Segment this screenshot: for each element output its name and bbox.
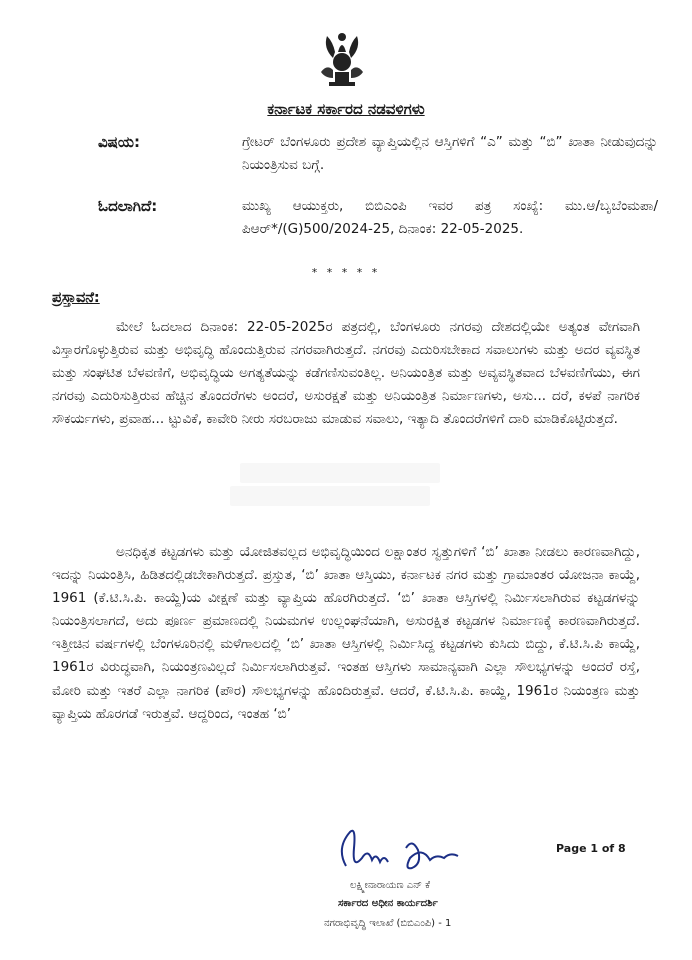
page-number: Page 1 of 8 — [556, 842, 626, 855]
document-heading: ಕರ್ನಾಟಕ ಸರ್ಕಾರದ ನಡವಳಿಗಳು — [267, 100, 425, 118]
redaction-box — [240, 463, 440, 483]
signatory-designation: ಸರ್ಕಾರದ ಅಧೀನ ಕಾರ್ಯದರ್ಶಿ — [338, 898, 438, 909]
preamble-title: ಪ್ರಸ್ತಾವನೆ: — [52, 290, 100, 306]
subject-label: ವಿಷಯ: — [98, 133, 140, 151]
separator-stars: * * * * * — [311, 266, 381, 279]
preamble-paragraph-1: ಮೇಲೆ ಓದಲಾದ ದಿನಾಂಕ: 22-05-2025ರ ಪತ್ರದಲ್ಲಿ, ಬೆಂಗಳೂರು ನಗರವು ದೇಶದಲ್ಲಿಯೇ ಅತ್ಯಂತ ವೇಗವಾಗಿ ವಿಸ್ತಾರಗೊಳ್ಳುತ್ತಿರುವ ಮತ್ತು ಅಭಿವೃದ್ಧಿ ಹೊಂದುತ್ತಿರುವ ನಗರವಾಗಿರುತ್ತದೆ. ನಗರವು ಎದುರಿಸಬೇಕಾದ ಸವಾಲುಗಳು ಮತ್ತು ಅದರ ವ್ಯವಸ್ಥಿತ ಮತ್ತು ಸಂಘಟಿತ ಬೆಳವಣಿಗೆ, ಅಭಿವೃದ್ಧಿಯ ಅಗತ್ಯತೆಯನ್ನು ಕಡೆಗಣಿಸುವಂತಿಲ್ಲ. ಅನಿಯಂತ್ರಿತ ಮತ್ತು ಅವ್ಯವಸ್ಥಿತವಾದ ಬೆಳವಣಿಗೆಯು, ಈಗ ನಗರವು ಎದುರಿಸುತ್ತಿರುವ ಹೆಚ್ಚಿನ ತೊಂದರೆಗಳು ಅಂದರೆ, ಅಸುರಕ್ಷತೆ ಮತ್ತು ಅನಿಯಂತ್ರಿತ ನಿರ್ಮಾಣಗಳು, ಅಸು... ದರೆ, ಕಳಪೆ ನಾಗರಿಕ ಸೌಕರ್ಯಗಳು, ಪ್ರವಾಹ... ಟ್ಟುವಿಕೆ, ಕಾವೇರಿ ನೀರು ಸರಬರಾಜು ಮಾಡುವ ಸವಾಲು, ಇತ್ಯಾದಿ ತೊಂದರೆಗಳಿಗೆ ದಾರಿ ಮಾಡಿಕೊಟ್ಟಿರುತ್ತದೆ. — [52, 319, 640, 428]
subject-text: ಗ್ರೇಟರ್ ಬೆಂಗಳೂರು ಪ್ರದೇಶ ವ್ಯಾಪ್ತಿಯಲ್ಲಿನ ಆಸ್ತಿಗಳಿಗೆ “ಎ” ಮತ್ತು “ಬಿ” ಖಾತಾ ನೀಡುವುದನ್ನು ನಿಯಂತ್ರಿಸುವ ಬಗ್ಗೆ. — [242, 134, 658, 173]
preamble-paragraph-2: ಅನಧಿಕೃತ ಕಟ್ಟಡಗಳು ಮತ್ತು ಯೋಜಿತವಲ್ಲದ ಅಭಿವೃದ್ಧಿಯಿಂದ ಲಕ್ಷಾಂತರ ಸ್ವತ್ತುಗಳಿಗೆ ‘ಬಿ’ ಖಾತಾ ನೀಡಲು ಕಾರಣವಾಗಿದ್ದು, ಇದನ್ನು ನಿಯಂತ್ರಿಸಿ, ಹಿಡಿತದಲ್ಲಿಡಬೇಕಾಗಿರುತ್ತದೆ. ಪ್ರಸ್ತುತ, ‘ಬಿ’ ಖಾತಾ ಆಸ್ತಿಯು, ಕರ್ನಾಟಕ ನಗರ ಮತ್ತು ಗ್ರಾಮಾಂತರ ಯೋಜನಾ ಕಾಯ್ದೆ, 1961 (ಕೆ.ಟಿ.ಸಿ.ಪಿ. ಕಾಯ್ದೆ)ಯ ವೀಕ್ಷಣೆ ಮತ್ತು ವ್ಯಾಪ್ತಿಯ ಹೊರಗಿರುತ್ತದೆ. ‘ಬಿ’ ಖಾತಾ ಆಸ್ತಿಗಳಲ್ಲಿ ನಿರ್ಮಿಸಲಾಗಿರುವ ಕಟ್ಟಡಗಳನ್ನು ನಿಯಂತ್ರಿಸಲಾಗದೆ, ಅದು ಪೂರ್ಣ ಪ್ರಮಾಣದಲ್ಲಿ ನಿಯಮಗಳ ಉಲ್ಲಂಘನೆಯಾಗಿ, ಅಸುರಕ್ಷಿತ ಕಟ್ಟಡಗಳ ನಿರ್ಮಾಣಕ್ಕೆ ಕಾರಣವಾಗಿರುತ್ತದೆ. ಇತ್ತೀಚಿನ ವರ್ಷಗಳಲ್ಲಿ ಬೆಂಗಳೂರಿನಲ್ಲಿ ಮಳೆಗಾಲದಲ್ಲಿ ‘ಬಿ’ ಖಾತಾ ಆಸ್ತಿಗಳಲ್ಲಿ ನಿರ್ಮಿಸಿದ್ದ ಕಟ್ಟಡಗಳು ಕುಸಿದು ಬಿದ್ದು, ಕೆ.ಟಿ.ಸಿ.ಪಿ ಕಾಯ್ದೆ, 1961ರ ವಿರುದ್ಧವಾಗಿ, ನಿಯಂತ್ರಣವಿಲ್ಲದೆ ನಿರ್ಮಿಸಲಾಗಿರುತ್ತವೆ. ಇಂತಹ ಆಸ್ತಿಗಳು ಸಾಮಾನ್ಯವಾಗಿ ಎಲ್ಲಾ ಸೌಲಭ್ಯಗಳನ್ನು ಅಂದರೆ ರಸ್ತೆ, ಮೋರಿ ಮತ್ತು ಇತರೆ ಎಲ್ಲಾ ನಾಗರಿಕ (ಪೌರ) ಸೌಲಭ್ಯಗಳನ್ನು ಹೊಂದಿರುತ್ತವೆ. ಆದರೆ, ಕೆ.ಟಿ.ಸಿ.ಪಿ. ಕಾಯ್ದೆ, 1961ರ ನಿಯಂತ್ರಣ ಮತ್ತು ವ್ಯಾಪ್ತಿಯ ಹೊರಗಡೆ ಇರುತ್ತವೆ. ಆದ್ದರಿಂದ, ಇಂತಹ ‘ಬಿ’ — [52, 544, 640, 722]
reference-text: ಮುಖ್ಯ ಆಯುಕ್ತರು, ಬಿಬಿಎಂಪಿ ಇವರ ಪತ್ರ ಸಂಖ್ಯೆ: ಮು.ಆ/ಬೃಬೆಂಮಪಾ/ಪಿಆರ್*/(G)500/2024-25, ದಿನಾಂಕ: 22-05-2025. — [242, 198, 658, 237]
reference-label: ಓದಲಾಗಿದೆ: — [98, 197, 158, 215]
signature-icon — [326, 818, 486, 884]
signatory-office: ನಗರಾಭಿವೃದ್ಧಿ ಇಲಾಖೆ (ಬಿಬಿಎಂಪಿ) - 1 — [324, 918, 452, 929]
signatory-name: ಲಕ್ಷ್ಮೀನಾರಾಯಣ ಎನ್ ಕೆ — [350, 880, 431, 891]
state-emblem-icon — [313, 28, 371, 90]
redaction-box — [230, 486, 430, 506]
